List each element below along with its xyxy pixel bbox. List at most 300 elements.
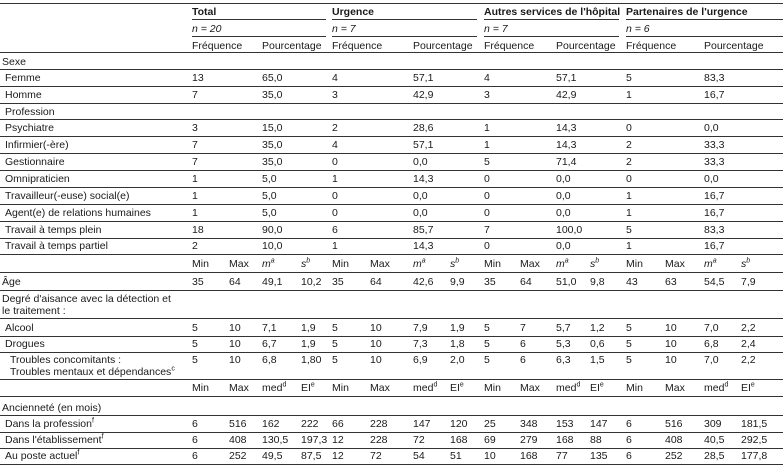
pct-header-1: Pourcentage [413,40,473,52]
row-age-v-3-1: 63 [665,276,677,288]
row-troubles-v-2-1: 6 [520,354,526,366]
stat-header-1-max-1: Max [370,258,390,270]
row-profession_anc-v-3-0: 6 [626,418,632,430]
row-gestionnaire-rule [0,170,783,171]
row-poste-v-2-1: 168 [520,450,538,462]
row-drogues-label: Drogues [5,338,45,350]
row-poste-v-1-2: 54 [413,450,425,462]
row-age-label: Âge [2,276,21,288]
row-alcool-v-0-1: 10 [229,322,241,334]
stat-header-2-min-0: Min [192,382,209,394]
row-temps_partiel-label: Travail à temps partiel [5,240,108,252]
row-etablissement-v-3-1: 408 [665,434,683,446]
row-poste-v-3-3: 177,8 [741,450,768,462]
stat-header-1-min-2: Min [484,258,501,270]
stat-header-1-mean-0: $m^a$ [262,257,275,270]
n-value-1: n = 7 [332,23,356,35]
row-psychiatre-freq-1: 2 [332,122,338,134]
row-etablissement-footnote: f [101,433,104,441]
row-temps_partiel-pct-3: 16,7 [704,240,725,252]
row-drogues-v-3-3: 2,4 [741,338,756,350]
row-profession_anc-v-1-2: 147 [413,418,431,430]
row-travailleur-pct-1: 0,0 [413,190,428,202]
row-gestionnaire-freq-3: 2 [626,156,632,168]
stat-header-1-mean-sup-0: a [270,257,275,265]
row-travailleur-freq-0: 1 [192,190,198,202]
row-etablissement-v-0-1: 408 [229,434,247,446]
row-homme-freq-3: 1 [626,89,632,101]
row-travailleur-pct-2: 0,0 [556,190,571,202]
row-gestionnaire-pct-0: 35,0 [262,156,283,168]
row-age-v-1-3: 9,9 [450,276,465,288]
row-alcool-rule [0,336,783,337]
row-temps_partiel-pct-2: 0,0 [556,240,571,252]
row-etablissement-v-0-0: 6 [192,434,198,446]
group-header-1: Urgence [332,6,375,18]
row-profession_anc-v-3-2: 309 [704,418,722,430]
n-value-2: n = 7 [484,23,508,35]
stat-header-1-sd-1: $s^b$ [450,257,460,270]
stat-header-2-ei-sup-2: e [599,381,604,389]
row-femme-freq-3: 5 [626,72,632,84]
stat-header-2-min-3: Min [626,382,643,394]
row-poste-v-1-1: 72 [370,450,382,462]
stat-header-2-min-2: Min [484,382,501,394]
row-infirmier-freq-1: 4 [332,139,338,151]
stat-header-1-sd-2: $s^b$ [590,257,600,270]
header-bottom-rule [0,52,783,53]
row-infirmier-pct-3: 33,3 [704,139,725,151]
row-poste-label: Au poste actuel$^f$ [5,449,80,462]
row-temps_partiel-freq-3: 1 [626,240,632,252]
row-troubles-v-3-0: 5 [626,354,632,366]
row-temps_plein-freq-1: 6 [332,224,338,236]
row-homme-pct-3: 16,7 [704,89,725,101]
row-temps_plein-freq-3: 5 [626,224,632,236]
row-omnipraticien-rule [0,187,783,188]
row-temps_plein-pct-2: 100,0 [556,224,583,236]
row-profession_anc-v-1-3: 120 [450,418,468,430]
row-alcool-v-3-3: 2,2 [741,322,756,334]
row-drogues-v-2-0: 5 [484,338,490,350]
row-troubles-v-2-2: 6,3 [556,354,571,366]
row-poste-v-0-0: 6 [192,450,198,462]
group-underline-0 [192,19,326,20]
row-profession_anc-v-3-3: 181,5 [741,418,768,430]
row-temps_partiel-freq-2: 0 [484,240,490,252]
group-header-2: Autres services de l'hôpital [484,6,621,18]
stat-header-2-max-2: Max [520,382,540,394]
row-profession_anc-v-2-0: 25 [484,418,496,430]
row-homme-pct-0: 35,0 [262,89,283,101]
row-travailleur-rule [0,204,783,205]
row-temps_plein-freq-0: 18 [192,224,204,236]
row-age-v-2-1: 64 [520,276,532,288]
row-poste-v-2-2: 77 [556,450,568,462]
row-gestionnaire-label: Gestionnaire [5,156,65,168]
n-value-0: n = 20 [192,23,222,35]
row-alcool-v-0-3: 1,9 [301,322,316,334]
row-poste-v-0-1: 252 [229,450,247,462]
row-etablissement-v-1-2: 72 [413,434,425,446]
row-travailleur-label: Travailleur(-euse) social(e) [5,190,130,202]
row-agent-freq-2: 0 [484,207,490,219]
stat-header-1-sd-sup-3: b [746,257,751,265]
stat-header-1-min-3: Min [626,258,643,270]
n-underline-0 [192,36,326,37]
row-troubles-v-0-2: 6,8 [262,354,277,366]
stat-header-2-med-2: med$^d$ [556,381,581,394]
row-omnipraticien-freq-3: 0 [626,173,632,185]
row-poste-v-2-0: 10 [484,450,496,462]
stat-header-2-ei-3: $EI^e$ [741,381,755,394]
row-psychiatre-freq-3: 0 [626,122,632,134]
row-infirmier-freq-3: 2 [626,139,632,151]
group-underline-1 [332,19,477,20]
row-profession_anc-v-1-1: 228 [370,418,388,430]
row-gestionnaire-freq-0: 7 [192,156,198,168]
row-homme-pct-2: 42,9 [556,89,577,101]
row-profession_anc-v-0-3: 222 [301,418,319,430]
row-alcool-label: Alcool [5,322,34,334]
row-agent-pct-2: 0,0 [556,207,571,219]
row-psychiatre-pct-1: 28,6 [413,122,434,134]
row-drogues-v-3-1: 10 [665,338,677,350]
stat-header-1-sd-0: $s^b$ [301,257,311,270]
row-poste-v-1-3: 51 [450,450,462,462]
stat-header-2-med-sup-3: d [724,381,729,389]
row-travailleur-freq-1: 0 [332,190,338,202]
stat-header-2-ei-0: $EI^e$ [301,381,315,394]
row-homme-freq-1: 3 [332,89,338,101]
row-drogues-v-0-2: 6,7 [262,338,277,350]
group-underline-3 [626,19,783,20]
row-homme-pct-1: 42,9 [413,89,434,101]
row-age-v-3-3: 7,9 [741,276,756,288]
row-infirmier-pct-2: 14,3 [556,139,577,151]
row-omnipraticien-pct-2: 0,0 [556,173,571,185]
row-femme-pct-0: 65,0 [262,72,283,84]
freq-header-3: Fréquence [626,40,677,52]
row-drogues-v-1-2: 7,3 [413,338,428,350]
row-infirmier-freq-0: 7 [192,139,198,151]
stat-header-1-min-0: Min [192,258,209,270]
group-header-0: Total [192,6,217,18]
pct-header-2: Pourcentage [556,40,616,52]
row-troubles-v-1-0: 5 [332,354,338,366]
row-femme-pct-3: 83,3 [704,72,725,84]
row-etablissement-v-2-1: 279 [520,434,538,446]
row-gestionnaire-pct-1: 0,0 [413,156,428,168]
row-poste-v-1-0: 12 [332,450,344,462]
row-agent-freq-1: 0 [332,207,338,219]
row-profession_anc-v-3-1: 516 [665,418,683,430]
row-temps_plein-freq-2: 7 [484,224,490,236]
row-troubles-v-1-3: 2,0 [450,354,465,366]
row-drogues-rule [0,352,783,353]
row-age-v-0-2: 49,1 [262,276,283,288]
row-age-v-0-1: 64 [229,276,241,288]
stat-header-1-sd-3: $s^b$ [741,257,751,270]
stat-header-2-max-0: Max [229,382,249,394]
row-troubles-v-2-0: 5 [484,354,490,366]
stat-header-2-med-0: med$^d$ [262,381,287,394]
row-age-v-2-0: 35 [484,276,496,288]
troubles-footnote: c [171,365,175,373]
row-gestionnaire-freq-1: 0 [332,156,338,168]
row-travailleur-freq-3: 1 [626,190,632,202]
stat-header-1-max-2: Max [520,258,540,270]
row-travailleur-pct-3: 16,7 [704,190,725,202]
row-alcool-v-2-3: 1,2 [590,322,605,334]
row-poste-v-2-3: 135 [590,450,608,462]
row-troubles-v-2-3: 1,5 [590,354,605,366]
freq-header-2: Fréquence [484,40,535,52]
row-temps_plein-pct-0: 90,0 [262,224,283,236]
troubles-rule [0,379,783,380]
row-etablissement-v-0-2: 130,5 [262,434,289,446]
row-drogues-v-0-0: 5 [192,338,198,350]
row-profession_anc-v-2-2: 153 [556,418,574,430]
row-travailleur-freq-2: 0 [484,190,490,202]
row-homme-freq-0: 7 [192,89,198,101]
row-drogues-v-1-3: 1,8 [450,338,465,350]
stat-header-2-ei-2: $EI^e$ [590,381,604,394]
stat-header-1-mean-1: $m^a$ [413,257,426,270]
row-age-v-0-3: 10,2 [301,276,322,288]
sexe-rule [0,69,783,70]
stat-header-2-med-sup-0: d [282,381,287,389]
stat-header-1-sd-sup-1: b [455,257,460,265]
row-etablissement-label: Dans l'établissement$^f$ [5,433,104,446]
row-age-v-3-0: 43 [626,276,638,288]
row-alcool-v-1-1: 10 [370,322,382,334]
stat-header-1-max-0: Max [229,258,249,270]
row-etablissement-v-3-0: 6 [626,434,632,446]
group-underline-2 [484,19,619,20]
row-poste-v-0-3: 87,5 [301,450,322,462]
row-psychiatre-pct-3: 0,0 [704,122,719,134]
row-troubles-v-3-1: 10 [665,354,677,366]
stat-header-1-mean-sup-1: a [421,257,426,265]
freq-header-1: Fréquence [332,40,383,52]
row-etablissement-v-3-2: 40,5 [704,434,725,446]
row-alcool-v-1-2: 7,9 [413,322,428,334]
row-poste-v-0-2: 49,5 [262,450,283,462]
stat-header-2-ei-sup-1: e [459,381,464,389]
section-aisance-1: Degré d'aisance avec la détection et [2,293,171,305]
row-alcool-v-0-0: 5 [192,322,198,334]
row-temps_plein-pct-1: 85,7 [413,224,434,236]
row-poste-v-3-1: 252 [665,450,683,462]
row-etablissement-v-1-0: 12 [332,434,344,446]
row-homme-freq-2: 3 [484,89,490,101]
n-value-3: n = 6 [626,23,650,35]
row-etablissement-v-2-3: 88 [590,434,602,446]
row-psychiatre-rule [0,136,783,137]
row-alcool-v-1-0: 5 [332,322,338,334]
row-psychiatre-label: Psychiatre [5,122,55,134]
row-age-v-2-3: 9,8 [590,276,605,288]
stat-header-2-max-3: Max [665,382,685,394]
row-gestionnaire-freq-2: 5 [484,156,490,168]
n-underline-3 [626,36,783,37]
row-psychiatre-pct-0: 15,0 [262,122,283,134]
row-drogues-v-3-2: 6,8 [704,338,719,350]
row-omnipraticien-pct-3: 0,0 [704,173,719,185]
row-psychiatre-freq-2: 1 [484,122,490,134]
troubles-label-1: Troubles concomitants : [10,354,122,366]
stat-header-2-ei-1: $EI^e$ [450,381,464,394]
row-psychiatre-pct-2: 14,3 [556,122,577,134]
top-rule [0,3,783,4]
row-agent-pct-3: 16,7 [704,207,725,219]
row-temps_partiel-pct-1: 14,3 [413,240,434,252]
row-drogues-v-2-3: 0,6 [590,338,605,350]
row-alcool-v-3-2: 7,0 [704,322,719,334]
stat-header-1-min-1: Min [332,258,349,270]
row-omnipraticien-freq-1: 1 [332,173,338,185]
row-infirmier-freq-2: 1 [484,139,490,151]
stat-header-2-max-1: Max [370,382,390,394]
row-omnipraticien-label: Omnipraticien [5,173,70,185]
row-age-v-1-0: 35 [332,276,344,288]
row-poste-v-3-2: 28,5 [704,450,725,462]
stat-header-1-max-3: Max [665,258,685,270]
row-infirmier-pct-0: 35,0 [262,139,283,151]
row-etablissement-v-1-3: 168 [450,434,468,446]
row-temps_partiel-freq-1: 1 [332,240,338,252]
row-temps_plein-rule [0,238,783,239]
row-femme-label: Femme [5,72,41,84]
row-troubles-v-1-1: 10 [370,354,382,366]
row-profession_anc-footnote: f [91,417,94,425]
row-age-v-1-2: 42,6 [413,276,434,288]
row-drogues-v-0-3: 1,9 [301,338,316,350]
stat-header-2-med-sup-2: d [576,381,581,389]
row-agent-freq-0: 1 [192,207,198,219]
row-agent-pct-1: 0,0 [413,207,428,219]
row-troubles-v-0-3: 1,80 [301,354,322,366]
stat-header-2-med-1: med$^d$ [413,381,438,394]
row-agent-label: Agent(e) de relations humaines [5,207,151,219]
row-profession_anc-rule [0,432,783,433]
section-sexe: Sexe [2,56,26,68]
row-temps_plein-label: Travail à temps plein [5,224,102,236]
row-profession_anc-v-0-2: 162 [262,418,280,430]
stat-header-2-ei-sup-0: e [310,381,315,389]
row-drogues-v-0-1: 10 [229,338,241,350]
row-troubles-v-3-3: 2,2 [741,354,756,366]
row-temps_partiel-freq-0: 2 [192,240,198,252]
row-femme-freq-1: 4 [332,72,338,84]
row-omnipraticien-freq-2: 0 [484,173,490,185]
row-femme-pct-1: 57,1 [413,72,434,84]
row-drogues-v-1-1: 10 [370,338,382,350]
row-agent-freq-3: 1 [626,207,632,219]
row-troubles-v-3-2: 7,0 [704,354,719,366]
row-drogues-v-2-2: 5,3 [556,338,571,350]
row-profession_anc-v-2-1: 348 [520,418,538,430]
row-poste-footnote: f [77,449,80,457]
aisance-rule [0,318,783,319]
row-profession_anc-v-2-3: 147 [590,418,608,430]
section-aisance-2: le traitement : [2,305,66,317]
row-temps_partiel-rule [0,254,783,255]
row-femme-freq-0: 13 [192,72,204,84]
row-alcool-v-0-2: 7,1 [262,322,277,334]
row-infirmier-pct-1: 57,1 [413,139,434,151]
pct-header-0: Pourcentage [262,40,322,52]
row-agent-pct-0: 5,0 [262,207,277,219]
stat-header-1-mean-sup-3: a [712,257,717,265]
stat-header-2-med-sup-1: d [433,381,438,389]
row-travailleur-pct-0: 5,0 [262,190,277,202]
anciennete-rule [0,415,783,416]
stat-header-1-rule [0,272,783,273]
row-troubles-v-0-1: 10 [229,354,241,366]
row-gestionnaire-pct-3: 33,3 [704,156,725,168]
stat-header-2-min-1: Min [332,382,349,394]
stat-header-1-mean-3: $m^a$ [704,257,717,270]
freq-header-0: Fréquence [192,40,243,52]
section-anciennete: Ancienneté (en mois) [2,402,102,414]
row-femme-rule [0,86,783,87]
row-drogues-v-2-1: 6 [520,338,526,350]
row-omnipraticien-pct-1: 14,3 [413,173,434,185]
stat-header-1-mean-2: $m^a$ [556,257,569,270]
row-homme-label: Homme [5,89,42,101]
stat-header-1-sd-sup-2: b [595,257,600,265]
row-alcool-v-3-1: 10 [665,322,677,334]
row-etablissement-v-0-3: 197,3 [301,434,328,446]
stat-header-1-mean-sup-2: a [564,257,569,265]
row-age-v-2-2: 51,0 [556,276,577,288]
row-age-v-3-2: 54,5 [704,276,725,288]
row-infirmier-label: Infirmier(-ère) [5,139,69,151]
section-profession: Profession [5,106,55,118]
row-age-rule [0,290,783,291]
row-profession_anc-v-0-1: 516 [229,418,247,430]
row-psychiatre-freq-0: 3 [192,122,198,134]
row-temps_plein-pct-3: 83,3 [704,224,725,236]
n-underline-1 [332,36,477,37]
row-femme-freq-2: 4 [484,72,490,84]
row-age-v-0-0: 35 [192,276,204,288]
row-profession_anc-v-0-0: 6 [192,418,198,430]
row-troubles-v-0-0: 5 [192,354,198,366]
group-header-3: Partenaires de l'urgence [626,6,748,18]
troubles-label-2: Troubles mentaux et dépendances$^c$ [10,365,175,378]
stat-header-1-sd-sup-0: b [306,257,311,265]
profession-rule [0,119,783,120]
row-alcool-v-1-3: 1,9 [450,322,465,334]
row-agent-rule [0,221,783,222]
row-femme-pct-2: 57,1 [556,72,577,84]
row-alcool-v-2-0: 5 [484,322,490,334]
row-etablissement-v-1-1: 228 [370,434,388,446]
stat-header-2-ei-sup-3: e [750,381,755,389]
row-profession_anc-v-1-0: 66 [332,418,344,430]
row-gestionnaire-pct-2: 71,4 [556,156,577,168]
row-etablissement-v-2-0: 69 [484,434,496,446]
row-alcool-v-3-0: 5 [626,322,632,334]
row-etablissement-rule [0,448,783,449]
row-homme-rule [0,103,783,104]
row-drogues-v-3-0: 5 [626,338,632,350]
row-omnipraticien-pct-0: 5,0 [262,173,277,185]
row-etablissement-v-3-3: 292,5 [741,434,768,446]
